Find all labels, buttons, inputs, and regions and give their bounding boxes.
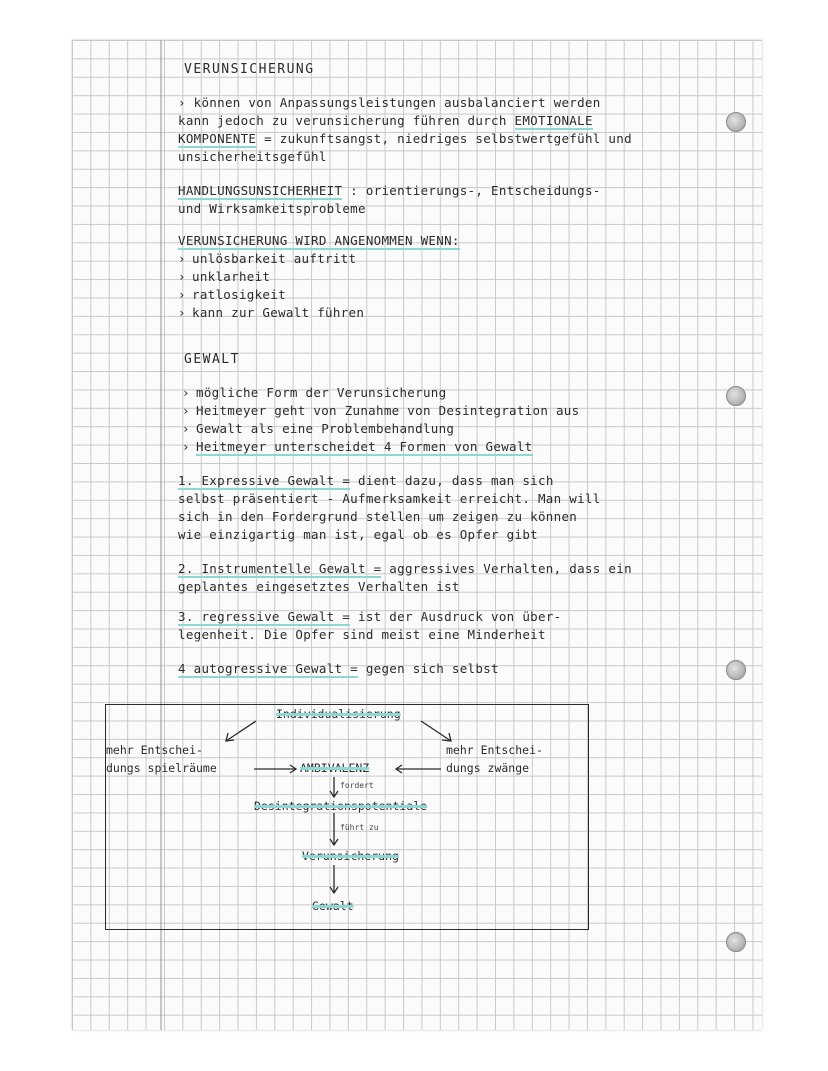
text-fragment: zukunftsangst, niedriges selbstwertgefühl und <box>279 131 632 146</box>
node-left-line1: mehr Entschei- <box>106 743 203 757</box>
form-text: dient dazu, dass man sich <box>358 473 554 488</box>
text-line: HANDLUNGSUNSICHERHEIT : orientierungs-, Entscheidungs- <box>178 183 601 198</box>
section-heading-gewalt <box>184 352 240 367</box>
keyword-handlungsunsicherheit: HANDLUNGSUNSICHERHEIT <box>178 183 343 198</box>
text-fragment: kann jedoch zu verunsicherung führen durch <box>178 113 507 128</box>
form-1 <box>178 472 554 490</box>
node-individualisierung: Individualisierung <box>276 707 401 721</box>
heading-text: GEWALT <box>184 352 240 367</box>
punch-hole <box>726 932 746 952</box>
section-heading-verunsicherung <box>184 62 315 77</box>
bullet-item: › Heitmeyer geht von Zunahme von Desintegration aus <box>182 403 580 418</box>
heading-text: VERUNSICHERUNG <box>184 62 315 77</box>
form-2 <box>178 560 632 578</box>
punch-hole <box>726 660 746 680</box>
node-ambivalenz: AMBIVALENZ <box>300 761 370 775</box>
label-fuehrt-zu: führt zu <box>340 823 379 832</box>
keyword-komponente: KOMPONENTE <box>178 131 257 146</box>
bullet-text: mögliche Form der Verunsicherung <box>196 385 447 400</box>
text-line <box>178 112 593 130</box>
punch-hole <box>726 386 746 406</box>
node-gewalt: Gewalt <box>312 899 354 913</box>
subheading-angenommen <box>178 232 460 250</box>
diagram-box <box>105 704 589 930</box>
bullet-item: › ratlosigkeit <box>178 287 286 302</box>
node-desintegration: Desintegrationspotentiale <box>254 799 428 813</box>
text-line: KOMPONENTE = zukunftsangst, niedriges selbstwertgefühl und <box>178 131 632 146</box>
form-2-line: geplantes eingesetztes Verhalten ist <box>178 579 460 594</box>
punch-hole <box>726 112 746 132</box>
bullet-text: Heitmeyer geht von Zunahme von Desintegration aus <box>196 403 580 418</box>
subheading-text: VERUNSICHERUNG WIRD ANGENOMMEN WENN: <box>178 233 460 248</box>
form-label: 1. Expressive Gewalt = <box>178 473 351 488</box>
bullet-item: › Gewalt als eine Problembehandlung <box>182 421 455 436</box>
diagram-arrows <box>106 705 588 929</box>
form-label: 3. regressive Gewalt = <box>178 609 351 624</box>
form-1-line: selbst präsentiert - Aufmerksamkeit erreicht. Man will <box>178 491 601 506</box>
bullet-item: › kann zur Gewalt führen <box>178 305 365 320</box>
form-label: 2. Instrumentelle Gewalt = <box>178 561 382 576</box>
bullet-text: Gewalt als eine Problembehandlung <box>196 421 455 436</box>
form-text: aggressives Verhalten, dass ein <box>389 561 632 576</box>
bullet-item: › mögliche Form der Verunsicherung <box>182 385 447 400</box>
bullet-text: unlösbarkeit auftritt <box>192 251 357 266</box>
bullet-item: › unlösbarkeit auftritt <box>178 251 357 266</box>
node-right-line2: dungs zwänge <box>446 761 530 775</box>
form-text: ist der Ausdruck von über- <box>358 609 562 624</box>
bullet-text: unklarheit <box>192 269 271 284</box>
node-verunsicherung: Verunsicherung <box>302 849 399 863</box>
arrow-top-right <box>421 721 451 741</box>
form-1-line: sich in den Fordergrund stellen um zeigen zu können <box>178 509 578 524</box>
bullet-item: › unklarheit <box>178 269 271 284</box>
bullet-text: kann zur Gewalt führen <box>192 305 365 320</box>
form-3-line: legenheit. Die Opfer sind meist eine Minderheit <box>178 627 546 642</box>
node-left-line2: dungs spielräume <box>106 761 217 775</box>
bullet-item: › Heitmeyer unterscheidet 4 Formen von Gewalt <box>182 439 533 454</box>
keyword-emotionale: EMOTIONALE <box>514 113 593 128</box>
bullet-text: ratlosigkeit <box>192 287 286 302</box>
text-line: unsicherheitsgefühl <box>178 149 327 164</box>
bullet-text: Heitmeyer unterscheidet 4 Formen von Gewalt <box>196 439 533 454</box>
form-label: 4 autogressive Gewalt = <box>178 661 358 676</box>
form-3 <box>178 608 561 626</box>
label-fordert: fordert <box>340 781 374 790</box>
arrow-top-left <box>226 721 256 741</box>
form-1-line: wie einzigartig man ist, egal ob es Opfer gibt <box>178 527 538 542</box>
node-right-line1: mehr Entschei- <box>446 743 543 757</box>
text-line: und Wirksamkeitsprobleme <box>178 201 366 216</box>
form-text: gegen sich selbst <box>365 661 499 676</box>
text-line: › können von Anpassungsleistungen ausbalanciert werden <box>178 95 601 110</box>
form-4 <box>178 660 499 678</box>
text-fragment: orientierungs-, Entscheidungs- <box>365 183 601 198</box>
